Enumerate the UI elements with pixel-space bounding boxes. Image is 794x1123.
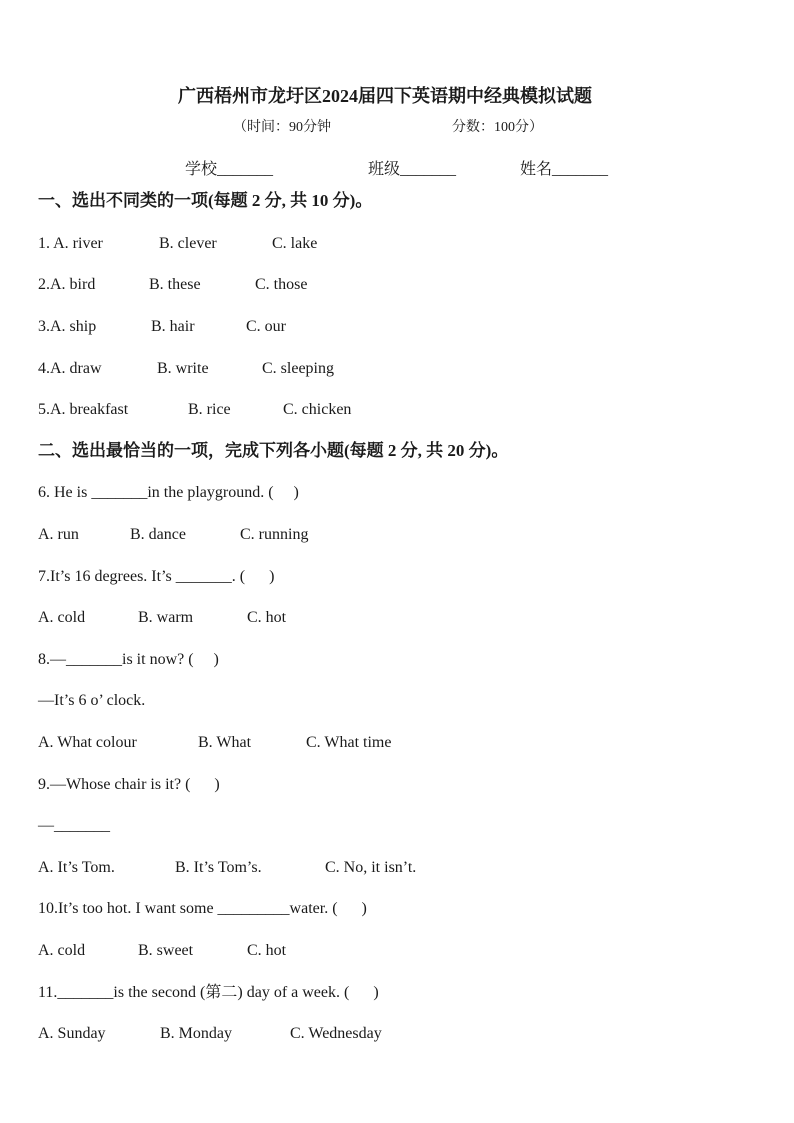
option-a: A. It’s Tom. xyxy=(38,859,115,876)
section2-heading: 二、选出最恰当的一项，完成下列各小题(每题 2 分, 共 20 分)。 xyxy=(38,441,509,460)
option-b: B. hair xyxy=(151,318,195,335)
option-c: C. Wednesday xyxy=(290,1025,382,1042)
option-a: 2.A. bird xyxy=(38,276,96,293)
option-b: B. Monday xyxy=(160,1025,232,1042)
option-c: C. those xyxy=(255,276,308,293)
option-a: A. Sunday xyxy=(38,1025,106,1042)
question-stem: 7.It’s 16 degrees. It’s _______. ( ) xyxy=(38,568,275,585)
question-reply: —_______ xyxy=(38,817,110,834)
option-a: 3.A. ship xyxy=(38,318,97,335)
option-c: C. hot xyxy=(247,609,287,626)
class-field: 班级_______ xyxy=(368,161,457,178)
question-stem: 10.It’s too hot. I want some _________water. ( ) xyxy=(38,900,367,917)
option-b: B. rice xyxy=(188,401,231,418)
option-b: B. It’s Tom’s. xyxy=(175,859,262,876)
question-stem: 8.—_______is it now? ( ) xyxy=(38,651,219,668)
option-a: A. What colour xyxy=(38,734,137,751)
option-a: A. cold xyxy=(38,942,86,959)
option-b: B. these xyxy=(149,276,201,293)
option-b: B. clever xyxy=(159,235,217,252)
option-c: C. hot xyxy=(247,942,287,959)
question-reply: —It’s 6 o’ clock. xyxy=(38,692,146,709)
time-info: （时间：90分钟 xyxy=(233,120,331,135)
option-a: 1. A. river xyxy=(38,235,103,252)
score-info: 分数：100分） xyxy=(452,120,543,135)
question-stem: 6. He is _______in the playground. ( ) xyxy=(38,484,299,501)
option-c: C. chicken xyxy=(283,401,352,418)
option-b: B. write xyxy=(157,360,209,377)
option-a: 5.A. breakfast xyxy=(38,401,129,418)
option-c: C. sleeping xyxy=(262,360,334,377)
option-b: B. sweet xyxy=(138,942,194,959)
question-stem: 9.—Whose chair is it? ( ) xyxy=(38,776,220,793)
option-c: C. lake xyxy=(272,235,318,252)
option-c: C. What time xyxy=(306,734,392,751)
option-c: C. No, it isn’t. xyxy=(325,859,417,876)
option-c: C. our xyxy=(246,318,286,335)
page-title: 广西梧州市龙圩区2024届四下英语期中经典模拟试题 xyxy=(178,86,592,106)
option-c: C. running xyxy=(240,526,309,543)
option-a: A. run xyxy=(38,526,79,543)
option-a: 4.A. draw xyxy=(38,360,102,377)
question-stem: 11._______is the second (第二) day of a week. ( ) xyxy=(38,984,379,1001)
school-field: 学校_______ xyxy=(185,161,274,178)
option-b: B. What xyxy=(198,734,252,751)
section1-heading: 一、选出不同类的一项(每题 2 分, 共 10 分)。 xyxy=(38,191,373,210)
option-a: A. cold xyxy=(38,609,86,626)
option-b: B. dance xyxy=(130,526,186,543)
option-b: B. warm xyxy=(138,609,194,626)
name-field: 姓名_______ xyxy=(520,161,609,178)
